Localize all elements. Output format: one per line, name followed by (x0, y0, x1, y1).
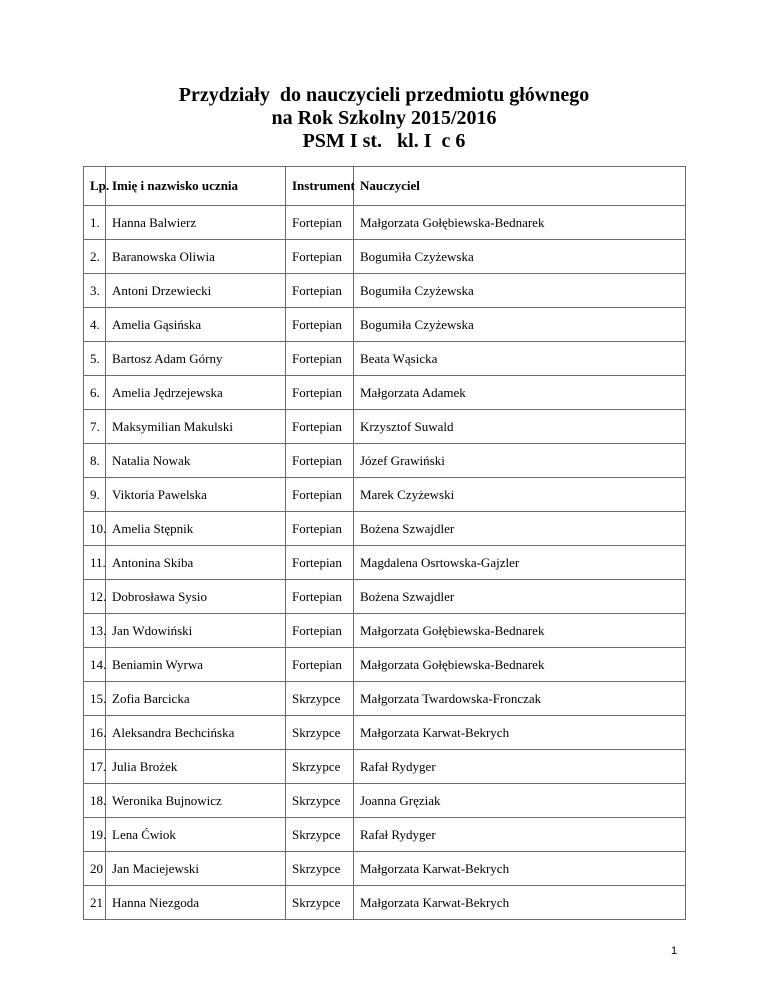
header-teacher: Nauczyciel (354, 167, 686, 206)
cell-instrument: Fortepian (286, 546, 354, 580)
cell-teacher: Małgorzata Adamek (354, 376, 686, 410)
table-row (84, 886, 686, 920)
cell-instrument: Fortepian (286, 342, 354, 376)
table-row (84, 274, 686, 308)
table-row (84, 852, 686, 886)
cell-teacher: Małgorzata Gołębiewska-Bednarek (354, 206, 686, 240)
table-row (84, 818, 686, 852)
table-row (84, 410, 686, 444)
header-instrument: Instrument (286, 167, 354, 206)
cell-instrument: Fortepian (286, 580, 354, 614)
cell-instrument: Fortepian (286, 376, 354, 410)
page-number: 1 (671, 945, 678, 957)
table-row (84, 376, 686, 410)
cell-student-name: Bartosz Adam Górny (106, 342, 286, 376)
cell-student-name: Weronika Bujnowicz (106, 784, 286, 818)
cell-teacher: Małgorzata Gołębiewska-Bednarek (354, 648, 686, 682)
cell-instrument: Fortepian (286, 478, 354, 512)
cell-teacher: Rafał Rydyger (354, 818, 686, 852)
cell-instrument: Skrzypce (286, 716, 354, 750)
table-row (84, 206, 686, 240)
cell-teacher: Józef Grawiński (354, 444, 686, 478)
title-line-1: Przydziały do nauczycieli przedmiotu głównego (178, 84, 590, 106)
cell-lp: 5. (84, 342, 106, 376)
cell-lp: 8. (84, 444, 106, 478)
cell-student-name: Jan Wdowiński (106, 614, 286, 648)
cell-instrument: Fortepian (286, 240, 354, 274)
cell-lp: 20 (84, 852, 106, 886)
cell-lp: 14. (84, 648, 106, 682)
cell-teacher: Bożena Szwajdler (354, 512, 686, 546)
table-body (84, 206, 686, 920)
cell-lp: 7. (84, 410, 106, 444)
cell-instrument: Fortepian (286, 308, 354, 342)
cell-teacher: Bogumiła Czyżewska (354, 240, 686, 274)
cell-student-name: Jan Maciejewski (106, 852, 286, 886)
cell-student-name: Maksymilian Makulski (106, 410, 286, 444)
cell-teacher: Małgorzata Karwat-Bekrych (354, 852, 686, 886)
cell-lp: 15. (84, 682, 106, 716)
cell-student-name: Julia Brożek (106, 750, 286, 784)
cell-lp: 9. (84, 478, 106, 512)
cell-student-name: Hanna Balwierz (106, 206, 286, 240)
table-row (84, 648, 686, 682)
cell-student-name: Amelia Jędrzejewska (106, 376, 286, 410)
cell-student-name: Zofia Barcicka (106, 682, 286, 716)
cell-teacher: Bożena Szwajdler (354, 580, 686, 614)
cell-teacher: Bogumiła Czyżewska (354, 308, 686, 342)
assignment-table (83, 166, 686, 920)
table-row (84, 682, 686, 716)
cell-lp: 19. (84, 818, 106, 852)
header-student-name: Imię i nazwisko ucznia (106, 167, 286, 206)
cell-lp: 17. (84, 750, 106, 784)
cell-instrument: Skrzypce (286, 818, 354, 852)
cell-lp: 12. (84, 580, 106, 614)
cell-lp: 4. (84, 308, 106, 342)
title-line-2: na Rok Szkolny 2015/2016 (271, 107, 497, 129)
cell-lp: 6. (84, 376, 106, 410)
table-row (84, 512, 686, 546)
cell-instrument: Skrzypce (286, 682, 354, 716)
cell-student-name: Antoni Drzewiecki (106, 274, 286, 308)
cell-teacher: Magdalena Osrtowska-Gajzler (354, 546, 686, 580)
cell-teacher: Małgorzata Twardowska-Fronczak (354, 682, 686, 716)
cell-instrument: Skrzypce (286, 750, 354, 784)
table-row (84, 580, 686, 614)
cell-student-name: Natalia Nowak (106, 444, 286, 478)
cell-lp: 13. (84, 614, 106, 648)
cell-student-name: Hanna Niezgoda (106, 886, 286, 920)
title-line-3: PSM I st. kl. I c 6 (302, 130, 466, 152)
cell-teacher: Małgorzata Gołębiewska-Bednarek (354, 614, 686, 648)
cell-teacher: Beata Wąsicka (354, 342, 686, 376)
cell-instrument: Fortepian (286, 206, 354, 240)
cell-lp: 18. (84, 784, 106, 818)
cell-teacher: Marek Czyżewski (354, 478, 686, 512)
cell-instrument: Skrzypce (286, 784, 354, 818)
cell-lp: 1. (84, 206, 106, 240)
cell-lp: 2. (84, 240, 106, 274)
cell-teacher: Krzysztof Suwald (354, 410, 686, 444)
cell-instrument: Fortepian (286, 512, 354, 546)
table-row (84, 342, 686, 376)
cell-lp: 11. (84, 546, 106, 580)
cell-student-name: Antonina Skiba (106, 546, 286, 580)
table-row (84, 478, 686, 512)
table-row (84, 240, 686, 274)
table-row (84, 308, 686, 342)
cell-instrument: Fortepian (286, 444, 354, 478)
table-header-row (84, 167, 686, 206)
cell-lp: 21 (84, 886, 106, 920)
table-row (84, 750, 686, 784)
table-row (84, 716, 686, 750)
cell-instrument: Skrzypce (286, 852, 354, 886)
cell-teacher: Bogumiła Czyżewska (354, 274, 686, 308)
header-lp: Lp. (84, 167, 106, 206)
cell-instrument: Fortepian (286, 614, 354, 648)
table-row (84, 614, 686, 648)
table-row (84, 784, 686, 818)
cell-teacher: Rafał Rydyger (354, 750, 686, 784)
cell-lp: 16. (84, 716, 106, 750)
cell-instrument: Skrzypce (286, 886, 354, 920)
cell-teacher: Małgorzata Karwat-Bekrych (354, 716, 686, 750)
cell-student-name: Dobrosława Sysio (106, 580, 286, 614)
cell-student-name: Amelia Stępnik (106, 512, 286, 546)
cell-teacher: Małgorzata Karwat-Bekrych (354, 886, 686, 920)
cell-student-name: Aleksandra Bechcińska (106, 716, 286, 750)
cell-lp: 3. (84, 274, 106, 308)
cell-student-name: Amelia Gąsińska (106, 308, 286, 342)
cell-student-name: Lena Ćwiok (106, 818, 286, 852)
cell-teacher: Joanna Gręziak (354, 784, 686, 818)
cell-lp: 10. (84, 512, 106, 546)
cell-instrument: Fortepian (286, 274, 354, 308)
document-title (0, 84, 768, 153)
cell-instrument: Fortepian (286, 648, 354, 682)
cell-student-name: Viktoria Pawelska (106, 478, 286, 512)
cell-student-name: Baranowska Oliwia (106, 240, 286, 274)
cell-student-name: Beniamin Wyrwa (106, 648, 286, 682)
table-row (84, 444, 686, 478)
cell-instrument: Fortepian (286, 410, 354, 444)
table-row (84, 546, 686, 580)
